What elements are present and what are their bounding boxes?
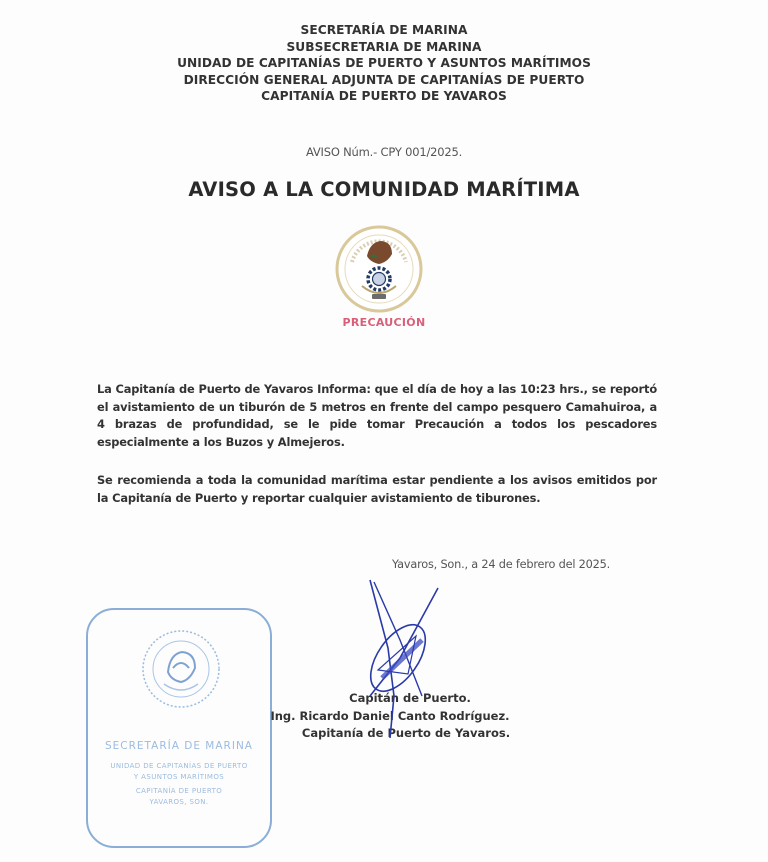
aviso-number: AVISO Núm.- CPY 001/2025. xyxy=(305,145,463,159)
stamp-line-4: YAVAROS, SON. xyxy=(149,798,209,806)
header-line-direccion: DIRECCIÓN GENERAL ADJUNTA DE CAPITANÍAS DE PUERTO xyxy=(183,72,585,87)
header-line-secretaria: SECRETARÍA DE MARINA xyxy=(300,23,468,37)
signer-name: Ing. Ricardo Daniel Canto Rodríguez. xyxy=(270,708,510,723)
stamp-line-3: CAPITANÍA DE PUERTO xyxy=(135,787,223,795)
body-paragraph-1: La Capitanía de Puerto de Yavaros Informa: que el día de hoy a las 10:23 hrs., se reportó el avistamiento de un tiburón de 5 metros en frente del campo pesquero Camahuiroa, a 4 brazas de profundidad, se le pide tomar Precaución a todos los pescadores especialmente a los Buzos y Almejeros. xyxy=(97,382,657,449)
signer-office: Capitanía de Puerto de Yavaros. xyxy=(301,726,511,741)
document-title: AVISO A LA COMUNIDAD MARÍTIMA xyxy=(188,178,580,201)
stamp-title: SECRETARÍA DE MARINA xyxy=(105,740,253,752)
header-line-subsecretaria: SUBSECRETARIA DE MARINA xyxy=(286,39,482,54)
stamp-line-2: Y ASUNTOS MARÍTIMOS xyxy=(133,773,225,781)
signer-title: Capitán de Puerto. xyxy=(349,691,471,705)
national-seal-icon xyxy=(140,628,222,710)
capitanias-emblem-icon xyxy=(334,224,424,314)
letterhead xyxy=(0,22,768,105)
header-line-unidad: UNIDAD DE CAPITANÍAS DE PUERTO Y ASUNTOS MARÍTIMOS xyxy=(177,56,591,71)
dateline: Yavaros, Son., a 24 de febrero del 2025. xyxy=(392,558,610,571)
alert-label: PRECAUCIÓN xyxy=(342,316,426,329)
stamp-line-1: UNIDAD DE CAPITANÍAS DE PUERTO xyxy=(110,762,248,770)
body-paragraph-2: Se recomienda a toda la comunidad marítima estar pendiente a los avisos emitidos por la Capitanía de Puerto y reportar cualquier avistamiento de tiburones. xyxy=(97,473,657,505)
header-line-capitania: CAPITANÍA DE PUERTO DE YAVAROS xyxy=(261,89,507,104)
handwritten-signature-icon xyxy=(330,578,460,738)
